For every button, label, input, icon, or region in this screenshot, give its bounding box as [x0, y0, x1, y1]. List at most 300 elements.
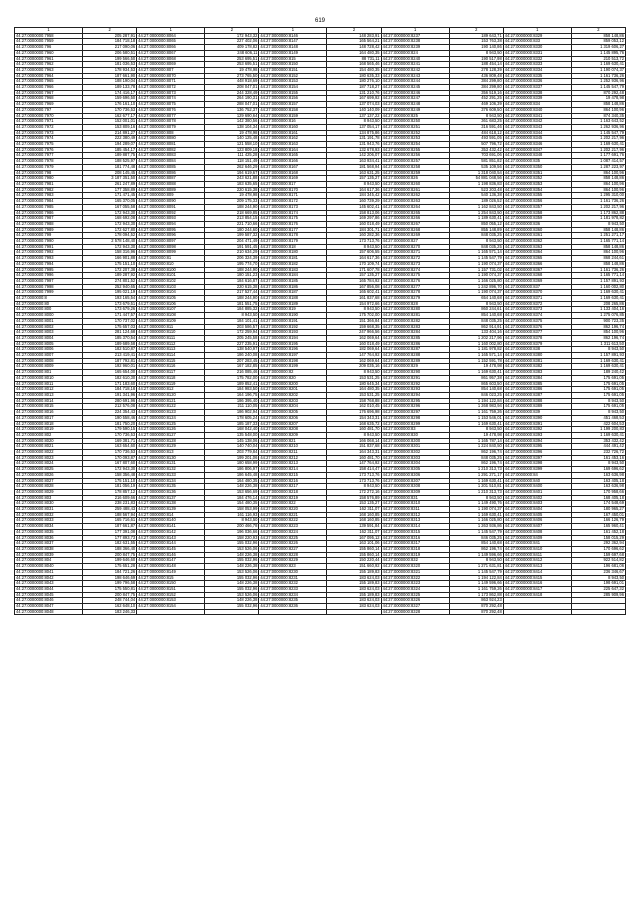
cadastral-value-cell: 136 752,37 [205, 107, 259, 113]
cadastral-value-cell: 1 194 122,84 [449, 398, 503, 404]
cadastral-value-cell: 168 160,85 [327, 512, 381, 518]
cadastral-number-cell: 44:27:0000000:8343 [503, 124, 571, 130]
cadastral-value-cell: 175 691,05 [571, 404, 625, 410]
cadastral-number-cell: 44:27:0000000:8239 [381, 45, 449, 51]
cadastral-value-cell: 264 190,31 [205, 96, 259, 102]
cadastral-number-cell: 44:27:0000000:8291 [381, 375, 449, 381]
cadastral-value-cell: 129 690,64 [205, 113, 259, 119]
cadastral-value-cell: 448 918,69 [205, 79, 259, 85]
cadastral-value-cell: 188 244,90 [205, 204, 259, 210]
cadastral-value-cell: 199 646,60 [83, 558, 137, 564]
cadastral-value-cell: 188 244,90 [205, 267, 259, 273]
cadastral-number-cell: 44:27:0000000:823 [259, 564, 327, 570]
cadastral-value-cell: 160 018,49 [327, 341, 381, 347]
cadastral-value-cell: 170 696,62 [571, 546, 625, 552]
cadastral-value-cell: 1 181 978,82 [571, 216, 625, 222]
cadastral-value-cell: 148 728,42 [327, 45, 381, 51]
cadastral-number-cell: 44:27:0000000:8273 [381, 261, 449, 267]
cadastral-value-cell: 8 943,50 [449, 50, 503, 56]
cadastral-value-cell: 164 480,35 [327, 387, 381, 393]
cadastral-number-cell: 44:27:0000000:8360 [503, 227, 571, 233]
cadastral-number-cell: 44:27:0000000:818 [259, 244, 327, 250]
cadastral-number-cell: 44:27:0000000:8012 [15, 387, 83, 393]
cadastral-value-cell: 189 287,92 [83, 273, 137, 279]
cadastral-value-cell: 1 242 896,70 [449, 284, 503, 290]
cadastral-number-cell: 44:27:0000000:8085 [137, 164, 205, 170]
cadastral-value-cell: 151 366,84 [327, 318, 381, 324]
cadastral-number-cell: 44:27:0000000:8394 [503, 438, 571, 444]
cadastral-number-cell: 44:27:0000000:7971 [15, 119, 83, 125]
cadastral-number-cell: 44:27:0000000:8127 [137, 432, 205, 438]
cadastral-value-cell: 164 196,75 [205, 393, 259, 399]
cadastral-value-cell: 1 169 630,41 [571, 142, 625, 148]
cadastral-value-cell: 864 100,96 [571, 107, 625, 113]
cadastral-value-cell: 137 054,17 [327, 124, 381, 130]
cadastral-number-cell: 44:27:0000000:8021 [15, 444, 83, 450]
cadastral-number-cell: 44:27:0000000:7996 [15, 273, 83, 279]
cadastral-number-cell: 44:27:0000000:8356 [503, 199, 571, 205]
cadastral-value-cell: 8 943,50 [205, 313, 259, 319]
cadastral-value-cell: 189 133,78 [83, 85, 137, 91]
cadastral-value-cell: 1 224 840,50 [449, 444, 503, 450]
cadastral-number-cell: 44:27:0000000:8036 [15, 535, 83, 541]
cadastral-value-cell: 862 196,74 [449, 450, 503, 456]
cadastral-value-cell: 163 631,25 [327, 170, 381, 176]
cadastral-number-cell: 44:27:0000000:7981 [15, 181, 83, 187]
cadastral-value-cell: 175 702,00 [327, 313, 381, 319]
header-cadastral-number: 1 [15, 28, 83, 34]
cadastral-value-cell: 142 380,56 [205, 119, 259, 125]
cadastral-number-cell: 44:27:0000000:8246 [381, 90, 449, 96]
cadastral-number-cell: 44:27:0000000:8147 [259, 39, 327, 45]
cadastral-value-cell: 208 145,45 [83, 170, 137, 176]
cadastral-number-cell: 44:27:0000000:8145 [137, 546, 205, 552]
cadastral-number-cell: 44:27:0000000:8100 [137, 267, 205, 273]
cadastral-value-cell: 854 140,68 [449, 541, 503, 547]
cadastral-value-cell: 191 591,45 [205, 244, 259, 250]
cadastral-number-cell: 44:27:0000000:8000 [15, 313, 83, 319]
cadastral-number-cell: 44:27:0000000:8168 [259, 170, 327, 176]
cadastral-number-cell: 44:27:0000000:840 [503, 478, 571, 484]
cadastral-number-cell: 44:27:0000000:8090 [137, 199, 205, 205]
cadastral-number-cell: 44:27:0000000:835 [503, 159, 571, 165]
cadastral-value-cell: 858 148,86 [571, 176, 625, 182]
cadastral-value-cell: 1 161 736,26 [571, 267, 625, 273]
cadastral-value-cell: 278 128,39 [449, 67, 503, 73]
cadastral-value-cell: 1 251 271,17 [571, 233, 625, 239]
cadastral-number-cell: 44:27:0000000:8319 [381, 552, 449, 558]
cadastral-value-cell: 868 244,61 [571, 256, 625, 262]
cadastral-value-cell: 200 847,75 [83, 592, 137, 598]
cadastral-number-cell [259, 609, 327, 615]
cadastral-number-cell: 44:27:0000000:8042 [15, 575, 83, 581]
cadastral-value-cell: 173 679,26 [83, 307, 137, 313]
cadastral-value-cell: 19 478,98 [571, 96, 625, 102]
cadastral-number-cell: 44:27:0000000:8261 [381, 187, 449, 193]
cadastral-number-cell: 44:27:0000000:8353 [503, 181, 571, 187]
cadastral-value-cell: 172 259,94 [205, 330, 259, 336]
cadastral-number-cell: 44:27:0000000:8191 [259, 318, 327, 324]
cadastral-value-cell: 183 635,65 [205, 181, 259, 187]
cadastral-number-cell: 44:27:0000000:8300 [381, 438, 449, 444]
cadastral-value-cell: 162 311,07 [327, 507, 381, 513]
cadastral-value-cell: 860 244,61 [449, 307, 503, 313]
cadastral-number-cell: 44:27:0000000:8179 [259, 239, 327, 245]
cadastral-value-cell: 158 768,88 [327, 398, 381, 404]
cadastral-number-cell: 44:27:0000000:8417 [503, 586, 571, 592]
cadastral-number-cell: 44:27:0000000:8193 [259, 330, 327, 336]
cadastral-value-cell: 168 042,40 [205, 427, 259, 433]
cadastral-number-cell: 44:27:0000000:8316 [381, 535, 449, 541]
cadastral-number-cell: 44:27:0000000:8418 [503, 592, 571, 598]
cadastral-number-cell: 44:27:0000000:8269 [381, 233, 449, 239]
cadastral-value-cell: 163 636,98 [571, 472, 625, 478]
cadastral-value-cell: 859 053,12 [571, 39, 625, 45]
cadastral-number-cell: 44:27:0000000:8076 [137, 107, 205, 113]
cadastral-value-cell: 858 148,86 [571, 33, 625, 39]
cadastral-value-cell: 160 481,70 [327, 455, 381, 461]
cadastral-number-cell: 44:27:0000000:8048 [15, 609, 83, 615]
cadastral-value-cell: 444 491,42 [571, 444, 625, 450]
cadastral-value-cell: 157 135,27 [327, 176, 381, 182]
cadastral-value-cell: 1 287 223,97 [571, 164, 625, 170]
cadastral-number-cell: 44:27:0000000:8401 [503, 489, 571, 495]
cadastral-number-cell: 44:27:0000000:8009 [15, 364, 83, 370]
cadastral-value-cell: 436 809,48 [449, 73, 503, 79]
cadastral-number-cell: 44:27:0000000:8088 [137, 181, 205, 187]
cadastral-value-cell: 222 380,49 [83, 136, 137, 142]
cadastral-number-cell: 44:27:0000000:8183 [259, 267, 327, 273]
cadastral-value-cell: 176 696,98 [327, 410, 381, 416]
cadastral-number-cell: 44:27:0000000:813 [137, 450, 205, 456]
cadastral-number-cell: 44:27:0000000:8249 [381, 107, 449, 113]
cadastral-number-cell: 44:27:0000000:8302 [381, 450, 449, 456]
cadastral-value-cell: 1 190 074,37 [449, 507, 503, 513]
cadastral-value-cell: 225 647,32 [571, 586, 625, 592]
cadastral-value-cell: 19 478,98 [205, 193, 259, 199]
cadastral-number-cell: 44:27:0000000:8151 [137, 586, 205, 592]
cadastral-value-cell: 1 145 547,79 [449, 256, 503, 262]
cadastral-number-cell: 44:27:0000000:8205 [259, 410, 327, 416]
cadastral-value-cell: 870 292,48 [449, 609, 503, 615]
cadastral-value-cell: 870 292,48 [571, 90, 625, 96]
cadastral-value-cell: 185 187,33 [205, 421, 259, 427]
cadastral-value-cell: 1 199 200,83 [571, 427, 625, 433]
cadastral-number-cell: 44:27:0000000:8248 [381, 102, 449, 108]
cadastral-number-cell: 44:27:0000000:8138 [137, 501, 205, 507]
cadastral-value-cell: 175 691,05 [571, 375, 625, 381]
cadastral-number-cell: 44:27:0000000:8247 [381, 96, 449, 102]
cadastral-value-cell: 1 202 217,96 [571, 204, 625, 210]
cadastral-number-cell: 44:27:0000000:8267 [381, 221, 449, 227]
header-cadastral-value: 2 [205, 28, 259, 34]
cadastral-value-cell: 207 283,45 [205, 358, 259, 364]
cadastral-number-cell: 44:27:0000000:8169 [259, 176, 327, 182]
cadastral-number-cell: 44:27:0000000:8413 [503, 564, 571, 570]
cadastral-number-cell: 44:27:0000000:8152 [137, 592, 205, 598]
cadastral-number-cell: 44:27:0000000:7994 [15, 261, 83, 267]
cadastral-value-cell: 361 683,25 [449, 119, 503, 125]
cadastral-number-cell: 44:27:0000000:8075 [137, 102, 205, 108]
cadastral-number-cell: 44:27:0000000:8379 [503, 341, 571, 347]
cadastral-number-cell: 44:27:0000000:8017 [15, 415, 83, 421]
cadastral-value-cell: 200 466,78 [205, 524, 259, 530]
cadastral-value-cell: 180 965,27 [571, 507, 625, 513]
cadastral-number-cell: 44:27:0000000:8228 [259, 552, 327, 558]
cadastral-number-cell: 44:27:0000000:8011 [15, 381, 83, 387]
cadastral-value-cell: 1 190 074,37 [449, 261, 503, 267]
cadastral-value-cell: 493 591,05 [449, 136, 503, 142]
cadastral-value-cell: 2 578 148,40 [83, 239, 137, 245]
cadastral-value-cell: 1 145 547,79 [571, 85, 625, 91]
cadastral-number-cell: 44:27:0000000:7961 [15, 56, 83, 62]
cadastral-number-cell: 44:27:0000000:8233 [259, 586, 327, 592]
cadastral-number-cell: 44:27:0000000:8224 [259, 529, 327, 535]
cadastral-number-cell: 44:27:0000000:8146 [137, 552, 205, 558]
cadastral-number-cell: 44:27:0000000:8397 [503, 455, 571, 461]
cadastral-number-cell: 44:27:0000000:8111 [137, 335, 205, 341]
cadastral-number-cell: 44:27:0000000:8018 [15, 421, 83, 427]
cadastral-number-cell: 44:27:0000000:8252 [381, 130, 449, 136]
cadastral-value-cell: 148 226,38 [205, 484, 259, 490]
cadastral-value-cell: 194 289,07 [83, 142, 137, 148]
cadastral-value-cell: 184 721,26 [83, 569, 137, 575]
cadastral-value-cell: 848 035,25 [449, 455, 503, 461]
cadastral-number-cell: 44:27:0000000:801 [15, 370, 83, 376]
cadastral-value-cell: 8 943,50 [327, 119, 381, 125]
cadastral-value-cell: 865 603,50 [449, 381, 503, 387]
cadastral-number-cell: 44:27:0000000:8266 [381, 216, 449, 222]
cadastral-value-cell: 1 145 895,76 [571, 50, 625, 56]
cadastral-value-cell: 185 370,54 [83, 335, 137, 341]
cadastral-number-cell: 44:27:0000000:81 [137, 256, 205, 262]
cadastral-number-cell: 44:27:0000000:808 [137, 130, 205, 136]
cadastral-value-cell: 846 035,25 [449, 535, 503, 541]
cadastral-value-cell: 138 540,97 [205, 347, 259, 353]
cadastral-value-cell: 155 032,96 [205, 586, 259, 592]
cadastral-number-cell: 44:27:0000000:8235 [259, 598, 327, 604]
cadastral-number-cell: 44:27:0000000:8414 [503, 569, 571, 575]
cadastral-number-cell: 44:27:0000000:8311 [381, 507, 449, 513]
cadastral-value-cell: 451 468,53 [571, 415, 625, 421]
cadastral-value-cell: 168 692,08 [83, 216, 137, 222]
cadastral-number-cell: 44:27:0000000:8119 [137, 381, 205, 387]
cadastral-number-cell: 44:27:0000000:8074 [137, 96, 205, 102]
cadastral-number-cell: 44:27:0000000:8255 [381, 147, 449, 153]
cadastral-number-cell: 44:27:0000000:8155 [259, 90, 327, 96]
cadastral-value-cell: 154 480,35 [205, 501, 259, 507]
cadastral-number-cell: 44:27:0000000:8238 [381, 39, 449, 45]
cadastral-number-cell: 44:27:0000000:8073 [137, 90, 205, 96]
cadastral-number-cell: 44:27:0000000:8315 [381, 529, 449, 535]
cadastral-value-cell: 281 124,68 [83, 330, 137, 336]
cadastral-number-cell: 44:27:0000000:8330 [503, 45, 571, 51]
cadastral-number-cell: 44:27:0000000:7964 [15, 73, 83, 79]
cadastral-value-cell: 273 765,50 [205, 73, 259, 79]
cadastral-value-cell: 1 201 510,81 [449, 484, 503, 490]
cadastral-value-cell: 161 116,93 [205, 512, 259, 518]
cadastral-number-cell: 44:27:0000000:8083 [137, 153, 205, 159]
cadastral-value-cell: 8 943,50 [327, 432, 381, 438]
cadastral-number-cell: 44:27:0000000:8378 [503, 335, 571, 341]
cadastral-value-cell: 165 654,00 [83, 370, 137, 376]
cadastral-number-cell: 44:27:0000000:8159 [259, 113, 327, 119]
cadastral-value-cell: 216 609,66 [83, 495, 137, 501]
cadastral-value-cell: 154 343,31 [327, 415, 381, 421]
cadastral-number-cell: 44:27:0000000:8167 [259, 164, 327, 170]
cadastral-number-cell: 44:27:0000000:7973 [15, 130, 83, 136]
cadastral-number-cell: 44:27:0000000:8346 [503, 142, 571, 148]
cadastral-value-cell: 253 695,51 [205, 56, 259, 62]
cadastral-number-cell: 44:27:0000000:8147 [137, 558, 205, 564]
cadastral-value-cell: 170 109,74 [327, 261, 381, 267]
cadastral-value-cell: 183 624,03 [327, 586, 381, 592]
cadastral-value-cell: 1 252 936,96 [571, 79, 625, 85]
cadastral-value-cell: 1 295 310,00 [571, 193, 625, 199]
cadastral-value-cell: 153 656,69 [205, 489, 259, 495]
cadastral-number-cell: 44:27:0000000:8207 [259, 421, 327, 427]
cadastral-number-cell: 44:27:0000000:8116 [137, 364, 205, 370]
cadastral-value-cell: 184 101,41 [205, 318, 259, 324]
cadastral-value-cell: 184 718,18 [83, 39, 137, 45]
cadastral-number-cell: 44:27:0000000:8002 [15, 324, 83, 330]
cadastral-number-cell: 44:27:0000000:8348 [503, 153, 571, 159]
cadastral-value-cell: 1 268 983,94 [449, 404, 503, 410]
cadastral-number-cell: 44:27:0000000:8225 [259, 535, 327, 541]
cadastral-number-cell: 44:27:0000000:8335 [503, 73, 571, 79]
cadastral-value-cell: 858 148,86 [571, 244, 625, 250]
cadastral-number-cell: 44:27:0000000:7963 [15, 67, 83, 73]
cadastral-value-cell: 175 691,05 [571, 393, 625, 399]
cadastral-value-cell: 158 316,96 [83, 250, 137, 256]
cadastral-number-cell: 44:27:0000000:8003 [15, 330, 83, 336]
cadastral-value-cell: 179 590,15 [83, 427, 137, 433]
cadastral-number-cell: 44:27:0000000:7968 [15, 96, 83, 102]
cadastral-number-cell [137, 609, 205, 615]
cadastral-value-cell: 171 183,60 [83, 381, 137, 387]
cadastral-value-cell: 159 697,68 [571, 552, 625, 558]
cadastral-number-cell: 44:27:0000000:8364 [503, 250, 571, 256]
cadastral-number-cell: 44:27:0000000:8398 [503, 461, 571, 467]
cadastral-value-cell: 187 661,90 [83, 73, 137, 79]
cadastral-number-cell: 44:27:0000000:7987 [15, 216, 83, 222]
cadastral-value-cell: 155 032,96 [205, 575, 259, 581]
cadastral-number-cell: 44:27:0000000:83 [381, 427, 449, 433]
cadastral-number-cell: 44:27:0000000:8308 [381, 484, 449, 490]
cadastral-value-cell: 165 370,05 [83, 199, 137, 205]
cadastral-number-cell: 44:27:0000000:8338 [503, 90, 571, 96]
cadastral-value-cell: 178 094,52 [83, 233, 137, 239]
cadastral-number-cell: 44:27:0000000:8126 [137, 427, 205, 433]
cadastral-number-cell: 44:27:0000000:7959 [15, 39, 83, 45]
cadastral-number-cell: 44:27:0000000:8234 [259, 592, 327, 598]
cadastral-number-cell: 44:27:0000000:8408 [503, 529, 571, 535]
cadastral-number-cell: 44:27:0000000:8358 [503, 210, 571, 216]
cadastral-value-cell: 244 328,49 [205, 90, 259, 96]
cadastral-value-cell: 167 450,01 [571, 512, 625, 518]
cadastral-number-cell: 44:27:0000000:8132 [137, 467, 205, 473]
cadastral-number-cell: 44:27:0000000:8068 [137, 56, 205, 62]
cadastral-number-cell: 44:27:0000000:8244 [381, 79, 449, 85]
cadastral-value-cell: 862 196,74 [449, 461, 503, 467]
cadastral-value-cell: 151 837,68 [327, 444, 381, 450]
cadastral-number-cell: 44:27:0000000:7958 [15, 33, 83, 39]
cadastral-value-cell: 232 726,72 [571, 450, 625, 456]
cadastral-number-cell: 44:27:0000000:8173 [259, 204, 327, 210]
cadastral-value-cell: 158 356,48 [83, 472, 137, 478]
cadastral-number-cell: 44:27:0000000:8212 [259, 455, 327, 461]
cadastral-number-cell: 44:27:0000000:8280 [381, 307, 449, 313]
cadastral-number-cell: 44:27:0000000:8122 [137, 404, 205, 410]
cadastral-number-cell: 44:27:0000000:7999 [15, 290, 83, 296]
cadastral-number-cell: 44:27:0000000:8336 [503, 79, 571, 85]
cadastral-value-cell: 8 943,50 [571, 575, 625, 581]
cadastral-number-cell: 44:27:0000000:8218 [259, 489, 327, 495]
cadastral-number-cell: 44:27:0000000:8091 [137, 204, 205, 210]
cadastral-number-cell: 44:27:0000000:8013 [15, 393, 83, 399]
cadastral-number-cell: 44:27:0000000:8137 [137, 495, 205, 501]
cadastral-number-cell: 44:27:0000000:8181 [259, 256, 327, 262]
cadastral-value-cell: 131 210,76 [327, 90, 381, 96]
cadastral-number-cell: 44:27:0000000:809 [137, 193, 205, 199]
cadastral-number-cell: 44:27:0000000:8381 [503, 358, 571, 364]
cadastral-number-cell: 44:27:0000000:8038 [15, 546, 83, 552]
cadastral-value-cell: 165 602,41 [327, 290, 381, 296]
cadastral-number-cell: 44:27:0000000:8142 [137, 529, 205, 535]
cadastral-value-cell: 181 568,94 [327, 164, 381, 170]
cadastral-number-cell: 44:27:0000000:8281 [381, 313, 449, 319]
cadastral-number-cell: 44:27:0000000:8391 [503, 421, 571, 427]
cadastral-value-cell: 224 354,43 [83, 410, 137, 416]
cadastral-number-cell: 44:27:0000000:837 [503, 284, 571, 290]
cadastral-value-cell: 190 558,46 [83, 415, 137, 421]
cadastral-value-cell: 193 165,54 [83, 296, 137, 302]
cadastral-value-cell [327, 609, 381, 615]
cadastral-value-cell: 159 696,50 [83, 96, 137, 102]
cadastral-number-cell: 44:27:0000000:8131 [137, 461, 205, 467]
cadastral-number-cell: 44:27:0000000:8223 [259, 524, 327, 530]
cadastral-value-cell: 1 169 630,41 [571, 62, 625, 68]
cadastral-value-cell: 862 914,91 [449, 324, 503, 330]
cadastral-value-cell: 178 857,12 [83, 489, 137, 495]
cadastral-number-cell: 44:27:0000000:7970 [15, 113, 83, 119]
cadastral-number-cell: 44:27:0000000:8257 [381, 159, 449, 165]
cadastral-number-cell: 44:27:0000000:8124 [137, 415, 205, 421]
cadastral-value-cell: 165 564,21 [327, 39, 381, 45]
cadastral-number-cell: 44:27:0000000:8264 [381, 204, 449, 210]
cadastral-value-cell: 140 740,04 [205, 444, 259, 450]
cadastral-value-cell: 180 276,10 [327, 79, 381, 85]
cadastral-number-cell: 44:27:0000000:8177 [259, 227, 327, 233]
cadastral-number-cell: 44:27:0000000:7985 [15, 204, 83, 210]
cadastral-number-cell: 44:27:0000000:8383 [503, 370, 571, 376]
cadastral-number-cell: 44:27:0000000:8407 [503, 524, 571, 530]
cadastral-number-cell: 44:27:0000000:8415 [503, 575, 571, 581]
cadastral-value-cell: 166 901,88 [83, 256, 137, 262]
cadastral-number-cell: 44:27:0000000:820 [259, 375, 327, 381]
cadastral-value-cell: 581 851,82 [449, 159, 503, 165]
cadastral-number-cell: 44:27:0000000:799 [15, 233, 83, 239]
cadastral-number-cell: 44:27:0000000:8392 [503, 427, 571, 433]
cadastral-number-cell: 44:27:0000000:8135 [137, 484, 205, 490]
cadastral-number-cell: 44:27:0000000:8047 [15, 604, 83, 610]
cadastral-number-cell: 44:27:0000000:8216 [259, 478, 327, 484]
cadastral-value-cell: 164 343,31 [327, 450, 381, 456]
cadastral-value-cell: 186 645,48 [205, 472, 259, 478]
cadastral-number-cell: 44:27:0000000:8370 [503, 290, 571, 296]
cadastral-value-cell: 165 784,92 [327, 278, 381, 284]
cadastral-value-cell: 19 478,98 [205, 130, 259, 136]
